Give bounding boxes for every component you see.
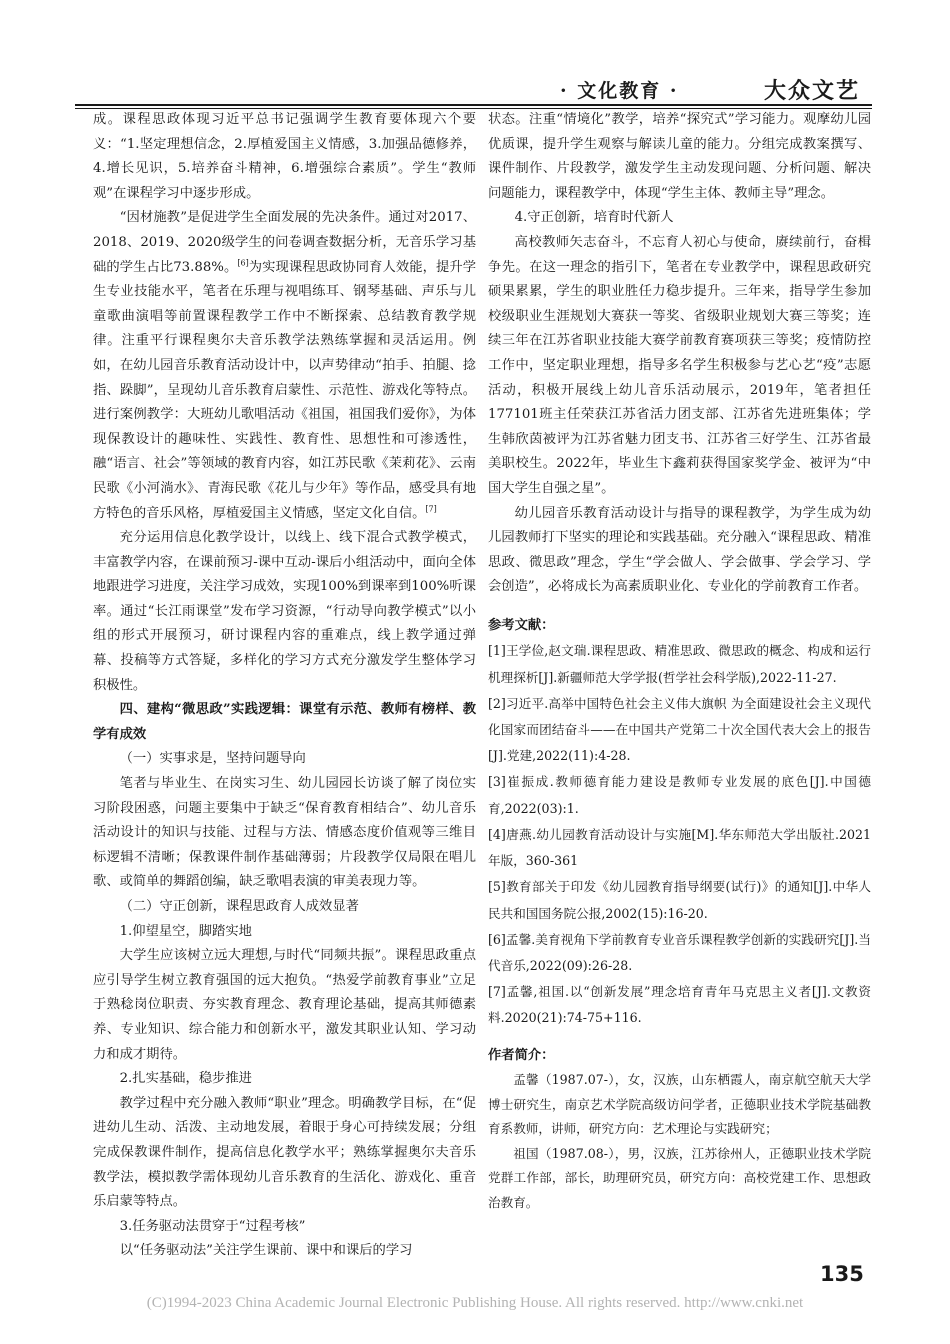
- header-rule-thick: [75, 104, 872, 106]
- reference-item: [2]习近平.高举中国特色社会主义伟大旗帜 为全面建设社会主义现代化国家而团结奋斗——在中国共产党第二十次全国代表大会上的报告[J].党建,2022(11):4-28.: [488, 695, 871, 764]
- paragraph: 幼儿园音乐教育活动设计与指导的课程教学，为学生成为幼儿园教师打下坚实的理论和实践基础。充分融入“课程思政、精准思政、微思政”理念，学生“学会做人、学会做事、学会学习、学会创造”，必将成长为高素质职业化、专业化的学前教育工作者。: [488, 505, 871, 595]
- journal-name: 大众文艺: [763, 77, 860, 104]
- reference-item: [6]孟馨.美育视角下学前教育专业音乐课程教学创新的实践研究[J].当代音乐,2022(09):26-28.: [488, 931, 871, 973]
- paragraph: 状态。注重“情境化”教学，培养“探究式”学习能力。观摩幼儿园优质课，提升学生观察与解读儿童的能力。分组完成教案撰写、课件制作、片段教学，激发学生主动发现问题、分析问题、解决问题能力，课程教学中，体现“学生主体、教师主导”理念。: [488, 112, 871, 201]
- paragraph: 高校教师矢志奋斗，不忘育人初心与使命，赓续前行，奋楫争先。在这一理念的指引下，笔者在专业教学中，课程思政研究硕果累累，学生的职业胜任力稳步提升。三年来，指导学生参加校级职业生涯规划大赛获一等奖、省级职业规划大赛三等奖；连续三年在江苏省职业技能大赛学前教育赛项获三等奖；疫情防控工作中，坚定职业理想，指导多名学生积极参与艺心艺“疫”志愿活动，积极开展线上幼儿音乐活动展示，2019年，笔者担任177101班主任荣获江苏省活力团支部、江苏省先进班集体；学生韩欣茵被评为江苏省魅力团支书、江苏省三好学生、江苏省最美职校生。2022年，毕业生卞鑫莉获得国家奖学金、被评为“中国大学生自强之星”。: [488, 234, 871, 496]
- paragraph: 充分运用信息化教学设计，以线上、线下混合式教学模式，丰富教学内容，在课前预习-课中互动-课后小组活动中，面向全体地跟进学习进度，关注学习成效，实现100%到课率到100%听课率。通过“长江雨课堂”发布学习资源，“行动导向教学模式”以小组的形式开展预习，研讨课程内容的重难点，线上教学通过弹幕、投稿等方式答疑，多样化的学习方式充分激发学生整体学习积极性。: [93, 530, 476, 693]
- item-heading: 3.任务驱动法贯穿于“过程考核”: [119, 1218, 306, 1234]
- subsection-heading: （一）实事求是，坚持问题导向: [119, 751, 306, 767]
- paragraph: 大学生应该树立远大理想,与时代“同频共振”。课程思政重点应引导学生树立教育强国的远大抱负。“热爱学前教育事业”立足于熟稔岗位职责、夯实教育理念、教育理论基础，提高其师德素养、专业知识、综合能力和创新水平，激发其职业认知、学习动力和成才期待。: [93, 948, 476, 1062]
- page-number: 135: [820, 1262, 864, 1286]
- item-heading: 2.扎实基础，稳步推进: [119, 1071, 252, 1087]
- paragraph: 成。课程思政体现习近平总书记强调学生教育要体现六个要义：“1.坚定理想信念，2.厚植爱国主义情感，3.加强品德修养，4.增长见识，5.培养奋斗精神，6.增强综合素质”。学生“教师观”在课程学习中逐步形成。: [93, 112, 476, 201]
- citation-mark: [7]: [425, 504, 437, 514]
- copyright-footer: (C)1994-2023 China Academic Journal Electronic Publishing House. All rights reserved. http://www.cnki.net: [146, 1295, 804, 1311]
- subsection-heading: （二）守正创新，课程思政育人成效显著: [119, 899, 359, 914]
- reference-item: [4]唐燕.幼儿园教育活动设计与实施[M].华东师范大学出版社.2021年版，360-361: [488, 826, 871, 869]
- author-bio-heading: 作者简介：: [488, 1047, 555, 1063]
- left-column: [93, 108, 476, 1264]
- paragraph: 以“任务驱动法”关注学生课前、课中和课后的学习: [119, 1243, 413, 1259]
- running-header: [560, 74, 860, 104]
- section-title: · 文化教育 ·: [560, 79, 679, 102]
- section-heading: 四、建构“微思政”实践逻辑：课堂有示范、教师有榜样、教学有成效: [93, 702, 476, 742]
- paragraph-text: “因材施教”是促进学生全面发展的先决条件。通过对2017、2018、2019、2020级学生的问卷调查数据分析，无音乐学习基础的学生占比73.88%。: [93, 210, 476, 275]
- citation-mark: [6]: [237, 258, 249, 268]
- references-heading: 参考文献：: [488, 617, 555, 633]
- reference-item: [5]教育部关于印发《幼儿园教育指导纲要(试行)》的通知[J].中华人民共和国国务院公报,2002(15):16-20.: [488, 879, 871, 921]
- reference-item: [7]孟馨,祖国.以“创新发展”理念培育青年马克思主义者[J].文教资料.2020(21):74-75+116.: [488, 984, 871, 1026]
- item-heading: 1.仰望星空，脚踏实地: [119, 923, 252, 939]
- paragraph: [93, 206, 476, 526]
- right-column: [488, 108, 871, 1216]
- reference-item: [1]王学俭,赵文瑞.课程思政、精准思政、微思政的概念、构成和运行机理探析[J].新疆师范大学学报(哲学社会科学版),2022-11-27.: [488, 643, 871, 685]
- reference-item: [3]崔振成.教师德育能力建设是教师专业发展的底色[J].中国德育,2022(03):1.: [488, 774, 871, 816]
- item-heading: 4.守正创新，培育时代新人: [514, 210, 674, 226]
- paragraph-text: 为实现课程思政协同育人效能，提升学生专业技能水平，笔者在乐理与视唱练耳、钢琴基础、声乐与儿童歌曲演唱等前置课程教学工作中不断探索、总结教育教学规律。注重平行课程奥尔夫音乐教学法熟练掌握和灵活运用。例如，在幼儿园音乐教育活动设计中，以声势律动“拍手、拍腿、捻指、跺脚”，呈现幼儿音乐教育启蒙性、示范性、游戏化等特点。进行案例教学：大班幼儿歌唱活动《祖国，祖国我们爱你》，为体现保教设计的趣味性、实践性、教育性、思想性和可渗透性，融“语言、社会”等领域的教育内容，如江苏民歌《茉莉花》、云南民歌《小河淌水》、青海民歌《花儿与少年》等作品，感受具有地方特色的音乐风格，厚植爱国主义情感，坚定文化自信。: [93, 259, 477, 521]
- author-bio: 祖国（1987.08-），男，汉族，江苏徐州人，正德职业技术学院党群工作部，部长，助理研究员，研究方向：高校党建工作、思想政治教育。: [488, 1145, 871, 1211]
- paragraph: 教学过程中充分融入教师“职业”理念。明确教学目标，在“促进幼儿生动、活泼、主动地发展，着眼于身心可持续发展；分组完成保教课件制作，提高信息化教学水平；熟练掌握奥尔夫音乐教学法，模拟教学需体现幼儿音乐教育的生活化、游戏化、重音乐启蒙等特点。: [93, 1095, 476, 1210]
- paragraph: 笔者与毕业生、在岗实习生、幼儿园园长访谈了解了岗位实习阶段困惑，问题主要集中于缺乏“保育教育相结合”、幼儿音乐活动设计的知识与技能、过程与方法、情感态度价值观等三维目标逻辑不清晰；保教课件制作基础薄弱；片段教学仅局限在唱儿歌、或简单的舞蹈创编，缺乏歌唱表演的审美表现力等。: [93, 776, 476, 890]
- author-bio: 孟馨（1987.07-），女，汉族，山东栖霞人，南京航空航天大学博士研究生，南京艺术学院高级访问学者，正德职业技术学院基础教育系教师，讲师，研究方向：艺术理论与实践研究；: [488, 1072, 871, 1137]
